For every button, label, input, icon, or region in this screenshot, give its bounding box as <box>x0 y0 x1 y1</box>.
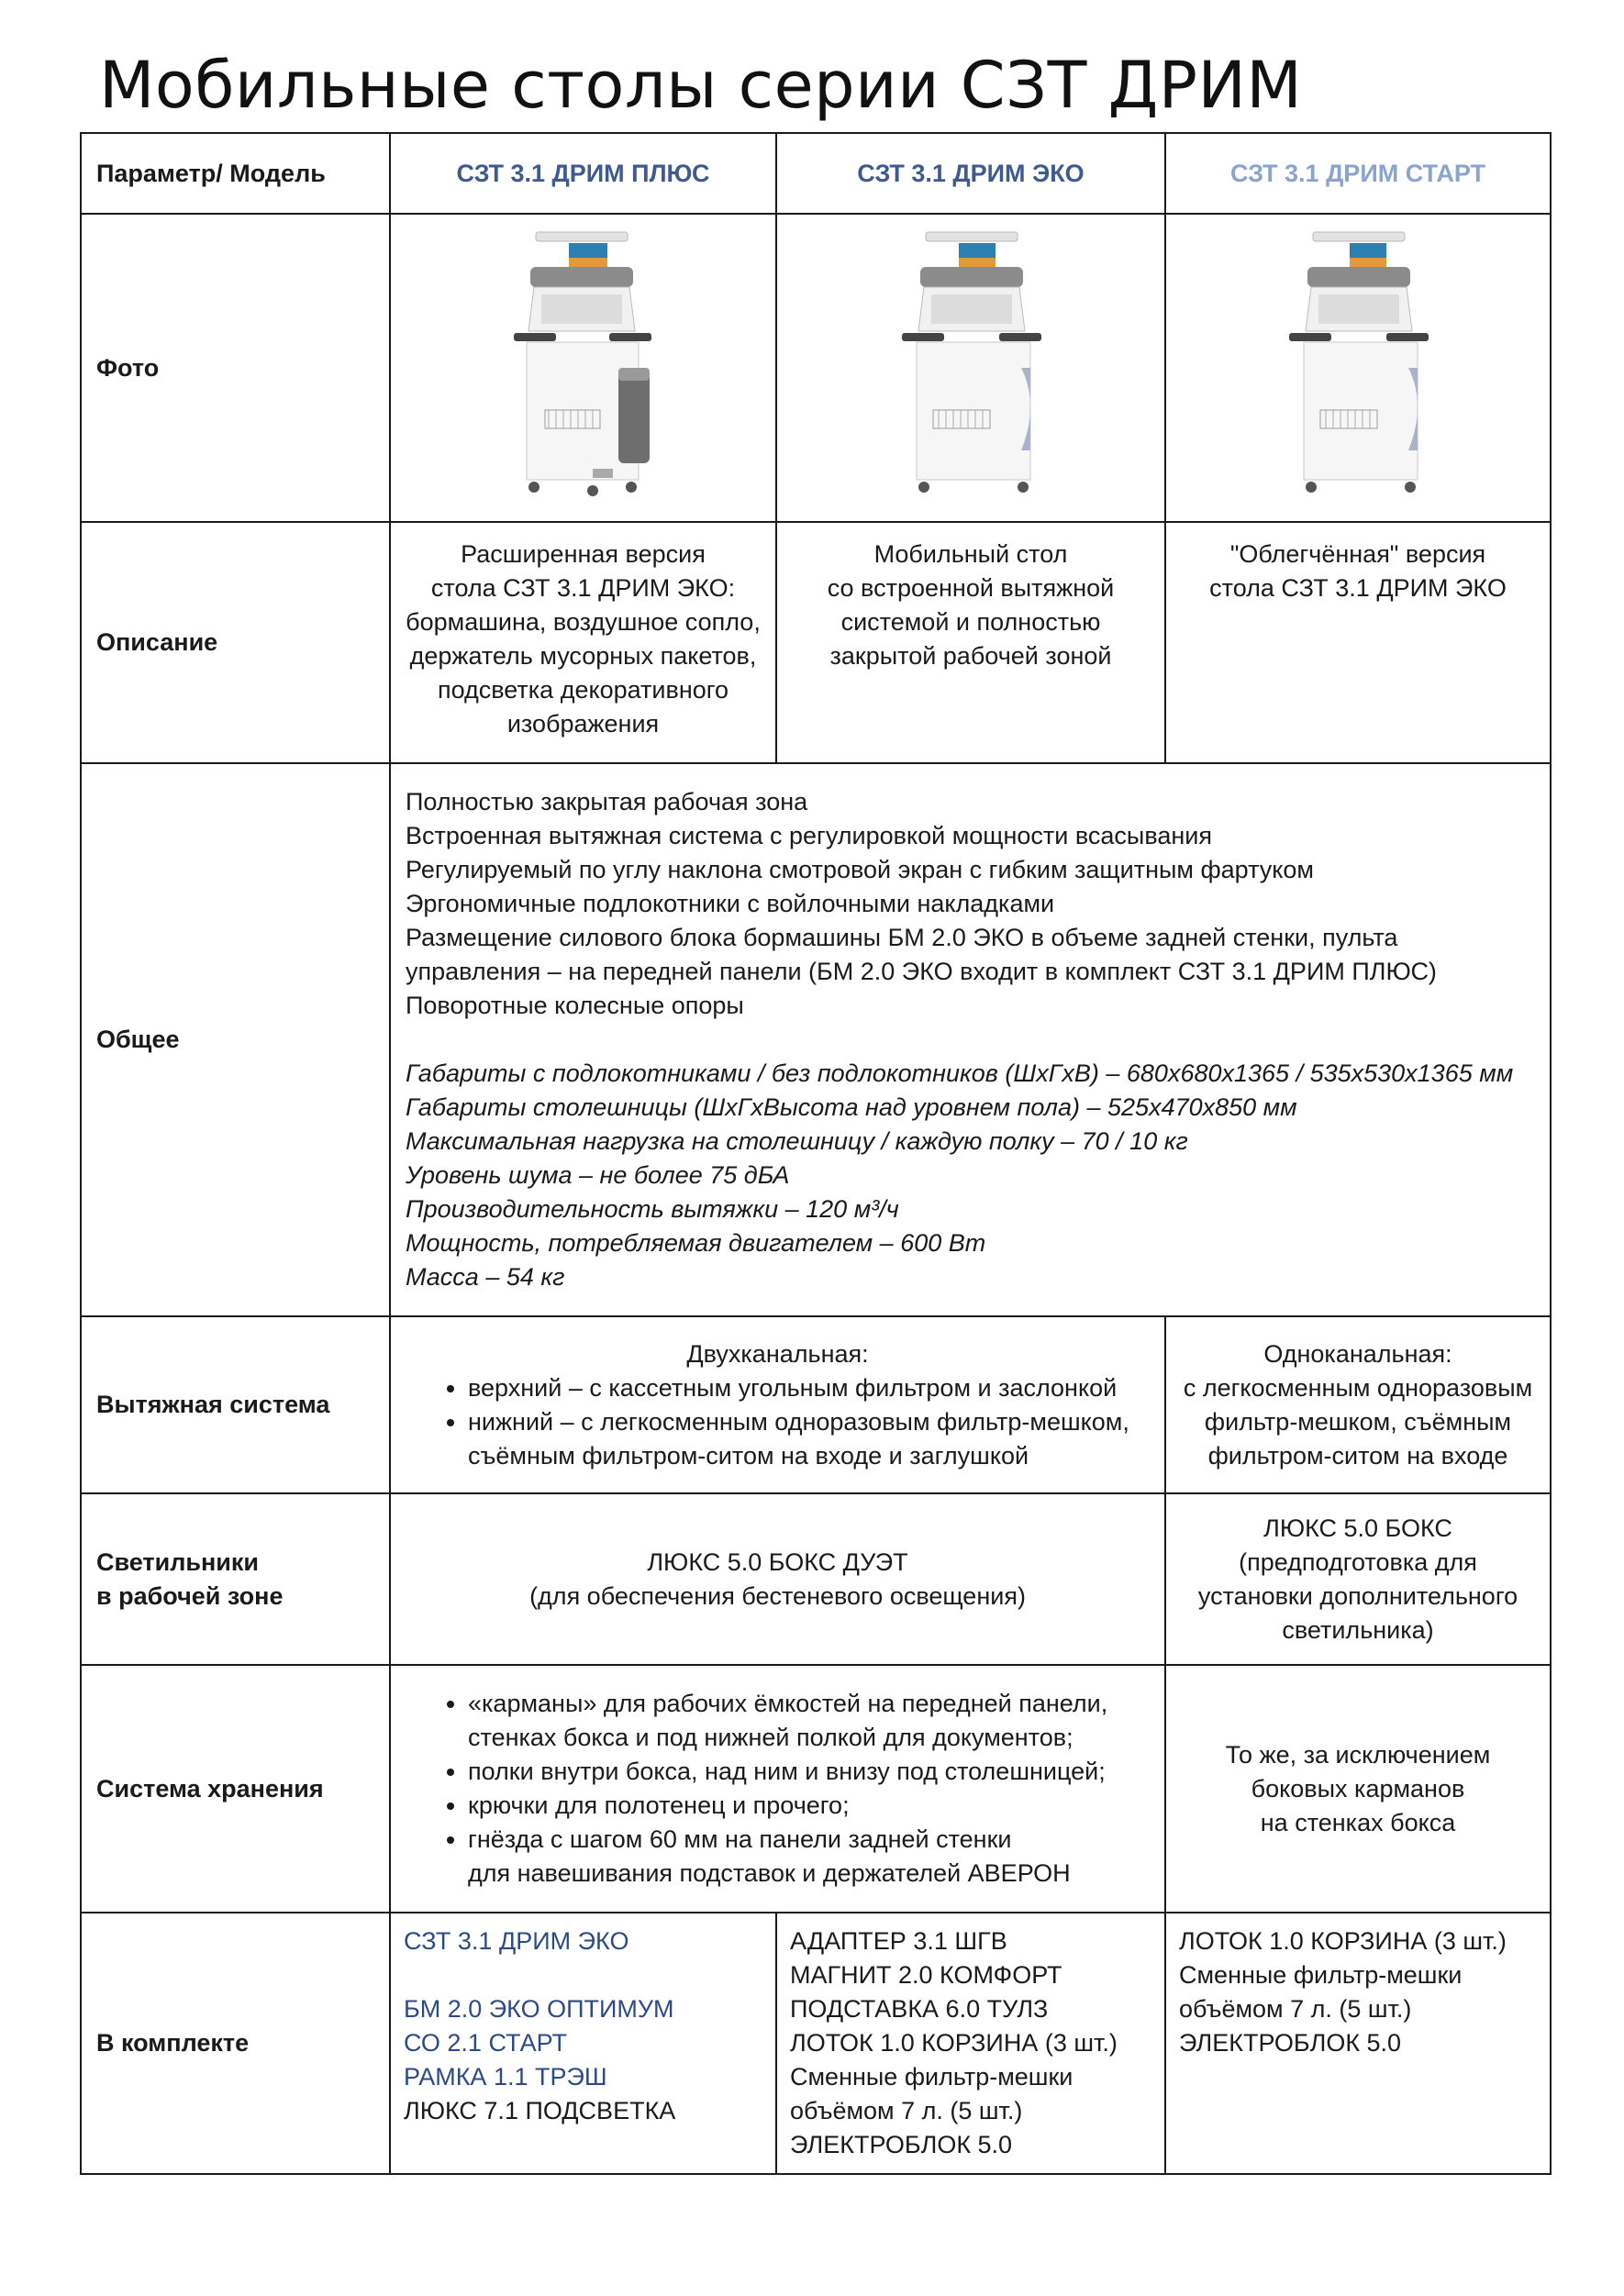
row-label-kit: В комплекте <box>81 1913 390 2174</box>
text-line: Мобильный стол <box>873 540 1068 568</box>
photo-cell-eco <box>776 214 1165 522</box>
param-model-label: Параметр/ Модель <box>81 133 390 214</box>
text-line: "Облегчённая" версия <box>1229 540 1486 568</box>
text-line: подсветка декоративного <box>437 676 729 704</box>
text-line: системой и полностью <box>840 608 1101 636</box>
description-eco <box>776 522 1165 763</box>
text-line: (предподготовка для <box>1239 1547 1477 1576</box>
description-plus <box>390 522 776 763</box>
text-line: держатель мусорных пакетов, <box>409 642 757 670</box>
kit-line: ЛОТОК 1.0 КОРЗИНА (3 шт.) <box>1179 1927 1507 1955</box>
comparison-table <box>80 132 1552 2175</box>
text-line: Расширенная версия <box>461 540 706 568</box>
exhaust-single <box>1165 1316 1551 1493</box>
kit-line: СЗТ 3.1 ДРИМ ЭКО <box>404 1927 629 1955</box>
list-item: • нижний – с легкосменным одноразовым фильтр-мешком, съёмным фильтром-ситом на входе и заглушкой <box>468 1405 1164 1473</box>
mobile-table-start-image <box>1280 230 1436 505</box>
text-line: Одноканальная: <box>1263 1339 1452 1368</box>
kit-line: ПОДСТАВКА 6.0 ТУЛЗ <box>790 1995 1049 2023</box>
general-row <box>81 763 1551 1316</box>
spec-line: Масса – 54 кг <box>406 1263 565 1291</box>
lights-row <box>81 1493 1551 1665</box>
kit-line: ЛОТОК 1.0 КОРЗИНА (3 шт.) <box>790 2029 1118 2057</box>
description-row <box>81 522 1551 763</box>
photo-cell-plus <box>390 214 776 522</box>
kit-line: ЛЮКС 7.1 ПОДСВЕТКА <box>404 2097 676 2124</box>
storage-list <box>391 1687 1164 1891</box>
feature-line: управления – на передней панели (БМ 2.0 ЭКО входит в комплект СЗТ 3.1 ДРИМ ПЛЮС) <box>406 958 1437 985</box>
photo-row <box>81 214 1551 522</box>
kit-plus <box>390 1913 776 2174</box>
kit-line: РАМКА 1.1 ТРЭШ <box>404 2063 607 2091</box>
spec-line: Габариты столешницы (ШхГхВысота над уровнем пола) – 525х470х850 мм <box>406 1093 1297 1121</box>
feature-line: Эргономичные подлокотники с войлочными накладками <box>406 890 1055 917</box>
row-label-general: Общее <box>81 763 390 1316</box>
description-start <box>1165 522 1551 763</box>
text-line: изображения <box>506 710 660 738</box>
kit-line: БМ 2.0 ЭКО ОПТИМУМ <box>404 1995 674 2023</box>
kit-line: АДАПТЕР 3.1 ШГВ <box>790 1927 1007 1955</box>
text-line: фильтром-ситом на входе <box>1207 1441 1508 1470</box>
text-line: То же, за исключением <box>1225 1740 1491 1769</box>
exhaust-row <box>81 1316 1551 1493</box>
kit-line: объёмом 7 л. (5 шт.) <box>790 2097 1023 2124</box>
lights-main <box>390 1493 1165 1665</box>
exhaust-dual <box>390 1316 1165 1493</box>
kit-line: объёмом 7 л. (5 шт.) <box>1179 1995 1412 2023</box>
mobile-table-plus-image <box>501 230 666 505</box>
text-line: светильника) <box>1282 1615 1434 1644</box>
text-line: бормашина, воздушное сопло, <box>406 608 761 636</box>
exhaust-dual-title: Двухканальная: <box>686 1339 869 1368</box>
list-item: • верхний – с кассетным угольным фильтром и заслонкой <box>468 1371 1164 1405</box>
list-item: • полки внутри бокса, над ним и внизу под столешницей; <box>468 1755 1164 1789</box>
text-line: ЛЮКС 5.0 БОКС ДУЭТ <box>647 1547 908 1576</box>
feature-line: Встроенная вытяжная система с регулировкой мощности всасывания <box>406 822 1212 849</box>
text-line: (для обеспечения бестеневого освещения) <box>529 1581 1026 1610</box>
kit-start <box>1165 1913 1551 2174</box>
list-item: • гнёзда с шагом 60 мм на панели задней стенки для навешивания подставок и держателей АВЕРОН <box>468 1823 1164 1891</box>
kit-line: МАГНИТ 2.0 КОМФОРТ <box>790 1961 1062 1989</box>
general-content <box>390 763 1551 1316</box>
text-line: с легкосменным одноразовым <box>1183 1373 1533 1402</box>
kit-eco <box>776 1913 1165 2174</box>
model-header-start: СЗТ 3.1 ДРИМ СТАРТ <box>1165 133 1551 214</box>
list-item: • «карманы» для рабочих ёмкостей на передней панели, стенках бокса и под нижней полкой для документов; <box>468 1687 1164 1755</box>
header-row <box>81 133 1551 214</box>
lights-start <box>1165 1493 1551 1665</box>
row-label-storage: Система хранения <box>81 1665 390 1913</box>
spec-line: Уровень шума – не более 75 дБА <box>406 1161 790 1189</box>
spec-line: Габариты с подлокотниками / без подлокотников (ШхГхВ) – 680х680х1365 / 535х530х1365 мм <box>406 1059 1514 1087</box>
text-line: установки дополнительного <box>1197 1581 1518 1610</box>
feature-line: Поворотные колесные опоры <box>406 992 744 1019</box>
kit-line: ЭЛЕКТРОБЛОК 5.0 <box>790 2131 1013 2158</box>
model-header-plus: СЗТ 3.1 ДРИМ ПЛЮС <box>390 133 776 214</box>
model-header-eco: СЗТ 3.1 ДРИМ ЭКО <box>776 133 1165 214</box>
kit-line: Сменные фильтр-мешки <box>1179 1961 1463 1989</box>
kit-line: СО 2.1 СТАРТ <box>404 2029 567 2057</box>
row-label-lights: Светильники в рабочей зоне <box>81 1493 390 1665</box>
feature-line: Размещение силового блока бормашины БМ 2.0 ЭКО в объеме задней стенки, пульта <box>406 924 1398 951</box>
exhaust-dual-list <box>391 1371 1164 1473</box>
storage-start <box>1165 1665 1551 1913</box>
kit-line <box>404 1958 762 1992</box>
text-line: на стенках бокса <box>1260 1808 1456 1836</box>
spec-line: Мощность, потребляемая двигателем – 600 Вт <box>406 1229 986 1257</box>
row-label-exhaust: Вытяжная система <box>81 1316 390 1493</box>
kit-line: Сменные фильтр-мешки <box>790 2063 1073 2091</box>
row-label-photo: Фото <box>81 214 390 522</box>
photo-cell-start <box>1165 214 1551 522</box>
feature-line: Полностью закрытая рабочая зона <box>406 788 808 815</box>
kit-line: ЭЛЕКТРОБЛОК 5.0 <box>1179 2029 1402 2057</box>
feature-line: Регулируемый по углу наклона смотровой экран с гибким защитным фартуком <box>406 856 1314 883</box>
spec-line: Максимальная нагрузка на столешницу / каждую полку – 70 / 10 кг <box>406 1127 1188 1155</box>
page-title: Мобильные столы серии СЗТ ДРИМ <box>99 48 1303 123</box>
row-label-description: Описание <box>81 522 390 763</box>
list-item: • крючки для полотенец и прочего; <box>468 1789 1164 1823</box>
text-line: ЛЮКС 5.0 БОКС <box>1263 1514 1452 1542</box>
kit-row <box>81 1913 1551 2174</box>
text-line: боковых карманов <box>1251 1774 1465 1802</box>
mobile-table-eco-image <box>893 230 1049 505</box>
text-line: со встроенной вытяжной <box>827 574 1115 602</box>
storage-main <box>390 1665 1165 1913</box>
storage-row <box>81 1665 1551 1913</box>
text-line: фильтр-мешком, съёмным <box>1204 1407 1512 1436</box>
text-line: стола СЗТ 3.1 ДРИМ ЭКО: <box>430 574 736 602</box>
text-line: стола СЗТ 3.1 ДРИМ ЭКО <box>1209 574 1507 602</box>
spec-line: Производительность вытяжки – 120 м³/ч <box>406 1195 899 1223</box>
text-line: закрытой рабочей зоной <box>829 642 1112 670</box>
